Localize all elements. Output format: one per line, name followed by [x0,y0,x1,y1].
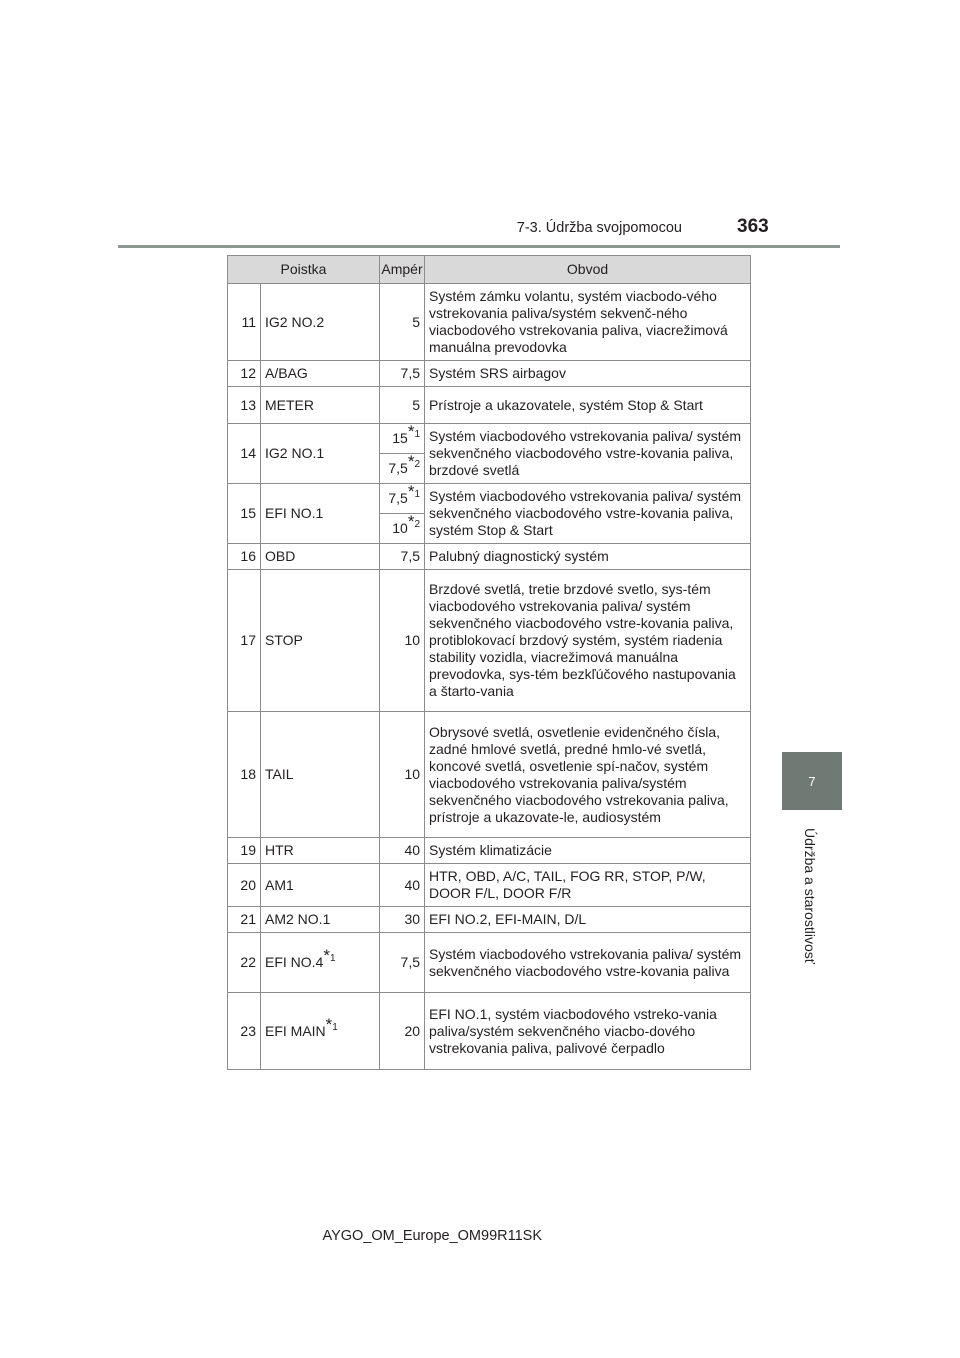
fuse-amperage [380,454,425,484]
fuse-amperage [380,838,425,864]
table-row [228,284,751,361]
amperage-value: 20 [404,1022,421,1039]
table-row [228,544,751,570]
fuse-circuit: Systém viacbodového vstrekovania paliva/ systém sekvenčného viacbodového vstre-kovania paliva, brzdové svetlá [425,424,751,484]
fuse-amperage [380,864,425,907]
fuse-name [261,838,380,864]
table-row [228,907,751,933]
table-row [228,864,751,907]
table-header-row [228,256,751,284]
amperage-value: 10 [392,520,408,536]
table-row [228,838,751,864]
table-row [228,361,751,387]
fuse-name-text: STOP [265,632,303,648]
fuse-name-text: A/BAG [265,365,308,381]
fuse-name [261,387,380,424]
fuse-number: 16 [228,544,261,570]
fuse-name [261,544,380,570]
amperage-value: 5 [412,396,421,413]
fuse-number: 19 [228,838,261,864]
fuse-amperage [380,933,425,993]
fuse-name-text: AM2 NO.1 [265,911,331,927]
fuse-amperage [380,424,425,454]
fuse-number: 13 [228,387,261,424]
fuse-circuit: Systém viacbodového vstrekovania paliva/ systém sekvenčného viacbodového vstre-kovania paliva [425,933,751,993]
amperage-value: 7,5 [400,365,421,381]
footnote-number: 1 [414,429,421,441]
fuse-circuit: Prístroje a ukazovatele, systém Stop & Start [425,387,751,424]
chapter-title: Údržba a starostlivosť [802,828,818,964]
fuse-circuit: Palubný diagnostický systém [425,544,751,570]
amperage-value: 40 [404,876,421,893]
amperage-value: 15 [392,430,408,446]
fuse-circuit: Systém viacbodového vstrekovania paliva/ systém sekvenčného viacbodového vstre-kovania paliva, systém Stop & Start [425,484,751,544]
document-code: AYGO_OM_Europe_OM99R11SK [322,1228,542,1244]
fuse-amperage [380,484,425,514]
fuse-name-text: EFI MAIN [265,1022,326,1039]
footnote-number: 1 [332,1021,338,1033]
table-row [228,570,751,712]
fuse-table-body [228,284,751,1070]
fuse-name-text: METER [265,396,314,413]
fuse-circuit: Systém klimatizácie [425,838,751,864]
fuse-amperage [380,284,425,361]
fuse-number: 12 [228,361,261,387]
footnote-number: 2 [414,519,421,531]
amperage-value: 5 [412,313,421,330]
table-row [228,933,751,993]
fuse-number: 18 [228,712,261,838]
footnote-mark [323,946,336,966]
amperage-value: 10 [404,632,421,648]
fuse-name-text: OBD [265,548,296,564]
footnote-mark [407,452,421,472]
fuse-amperage [380,544,425,570]
fuse-name [261,284,380,361]
fuse-name [261,933,380,993]
footnote-mark [325,1014,338,1034]
fuse-name [261,864,380,907]
chapter-tab[interactable] [782,752,842,810]
amperage-value: 40 [404,842,421,858]
page-number: 363 [737,216,769,237]
fuse-amperage [380,387,425,424]
fuse-name-text: EFI NO.4 [265,954,324,970]
column-header-circuit: Obvod [425,256,751,284]
section-title: 7-3. Údržba svojpomocou [516,220,682,236]
footnote-mark [407,422,421,442]
footnote-star: * [407,422,415,442]
fuse-amperage [380,361,425,387]
amperage-value: 10 [404,766,421,782]
fuse-name-text: TAIL [265,766,294,782]
fuse-number: 14 [228,424,261,484]
fuse-name-text: EFI NO.1 [265,505,324,521]
header-divider [118,245,840,248]
table-row [228,993,751,1070]
fuse-number: 17 [228,570,261,712]
fuse-number: 23 [228,993,261,1070]
fuse-number: 15 [228,484,261,544]
fuse-amperage [380,570,425,712]
fuse-number: 11 [228,284,261,361]
fuse-name [261,361,380,387]
fuse-name-text: IG2 NO.1 [265,445,325,461]
footnote-star: * [325,1014,333,1034]
table-row [228,484,751,514]
fuse-name-text: IG2 NO.2 [265,313,325,330]
fuse-name [261,993,380,1070]
fuse-number: 21 [228,907,261,933]
fuse-circuit: EFI NO.1, systém viacbodového vstreko-vania paliva/systém sekvenčného viacbo-dového vstrekovania paliva, palivové čerpadlo [425,993,751,1070]
footnote-star: * [407,482,415,502]
fuse-name-text: AM1 [265,876,294,893]
footnote-number: 2 [414,459,421,471]
footnote-mark [407,482,421,502]
amperage-value: 7,5 [388,490,408,506]
fuse-amperage [380,907,425,933]
table-row [228,712,751,838]
fuse-number: 20 [228,864,261,907]
column-header-amps: Ampér [380,256,425,284]
table-row [228,424,751,454]
fuse-name [261,570,380,712]
chapter-number: 7 [808,773,816,789]
footnote-star: * [407,452,415,472]
fuse-name [261,712,380,838]
fuse-amperage [380,712,425,838]
fuse-name [261,484,380,544]
fuse-name-text: HTR [265,842,294,858]
fuse-name [261,424,380,484]
footnote-star: * [323,946,330,966]
fuse-circuit: EFI NO.2, EFI-MAIN, D/L [425,907,751,933]
fuse-circuit: HTR, OBD, A/C, TAIL, FOG RR, STOP, P/W, DOOR F/L, DOOR F/R [425,864,751,907]
footnote-star: * [407,512,415,532]
amperage-value: 7,5 [400,548,421,564]
fuse-circuit: Brzdové svetlá, tretie brzdové svetlo, sys-tém viacbodového vstrekovania paliva/ systém sekvenčného viacbodového vstre-kovania paliva, protiblokovací brzdový systém, systém riadenia stability vozidla, viacrežimová manuálna prevodovka, sys-tém bezkľúčového nastupovania a štarto-vania [425,570,751,712]
fuse-circuit: Systém zámku volantu, systém viacbodo-vého vstrekovania paliva/systém sekvenč-ného viacbodového vstrekovania paliva, viacrežimová manuálna prevodovka [425,284,751,361]
fuse-circuit: Obrysové svetlá, osvetlenie evidenčného čísla, zadné hmlové svetlá, predné hmlo-vé svetlá, koncové svetlá, osvetlenie spí-načov, systém viacbodového vstrekovania paliva/systém sekvenčného viacbodového vstrekovania paliva, prístroje a ukazovate-le, audiosystém [425,712,751,838]
amperage-value: 7,5 [388,460,408,476]
fuse-name [261,907,380,933]
fuse-amperage [380,993,425,1070]
fuse-table [227,255,751,1070]
footnote-mark [407,512,421,532]
table-row [228,387,751,424]
fuse-circuit: Systém SRS airbagov [425,361,751,387]
footnote-number: 1 [414,489,421,501]
amperage-value: 7,5 [400,954,421,970]
column-header-fuse: Poistka [228,256,380,284]
amperage-value: 30 [404,911,421,927]
footnote-number: 1 [329,953,336,965]
fuse-number: 22 [228,933,261,993]
fuse-amperage [380,514,425,544]
